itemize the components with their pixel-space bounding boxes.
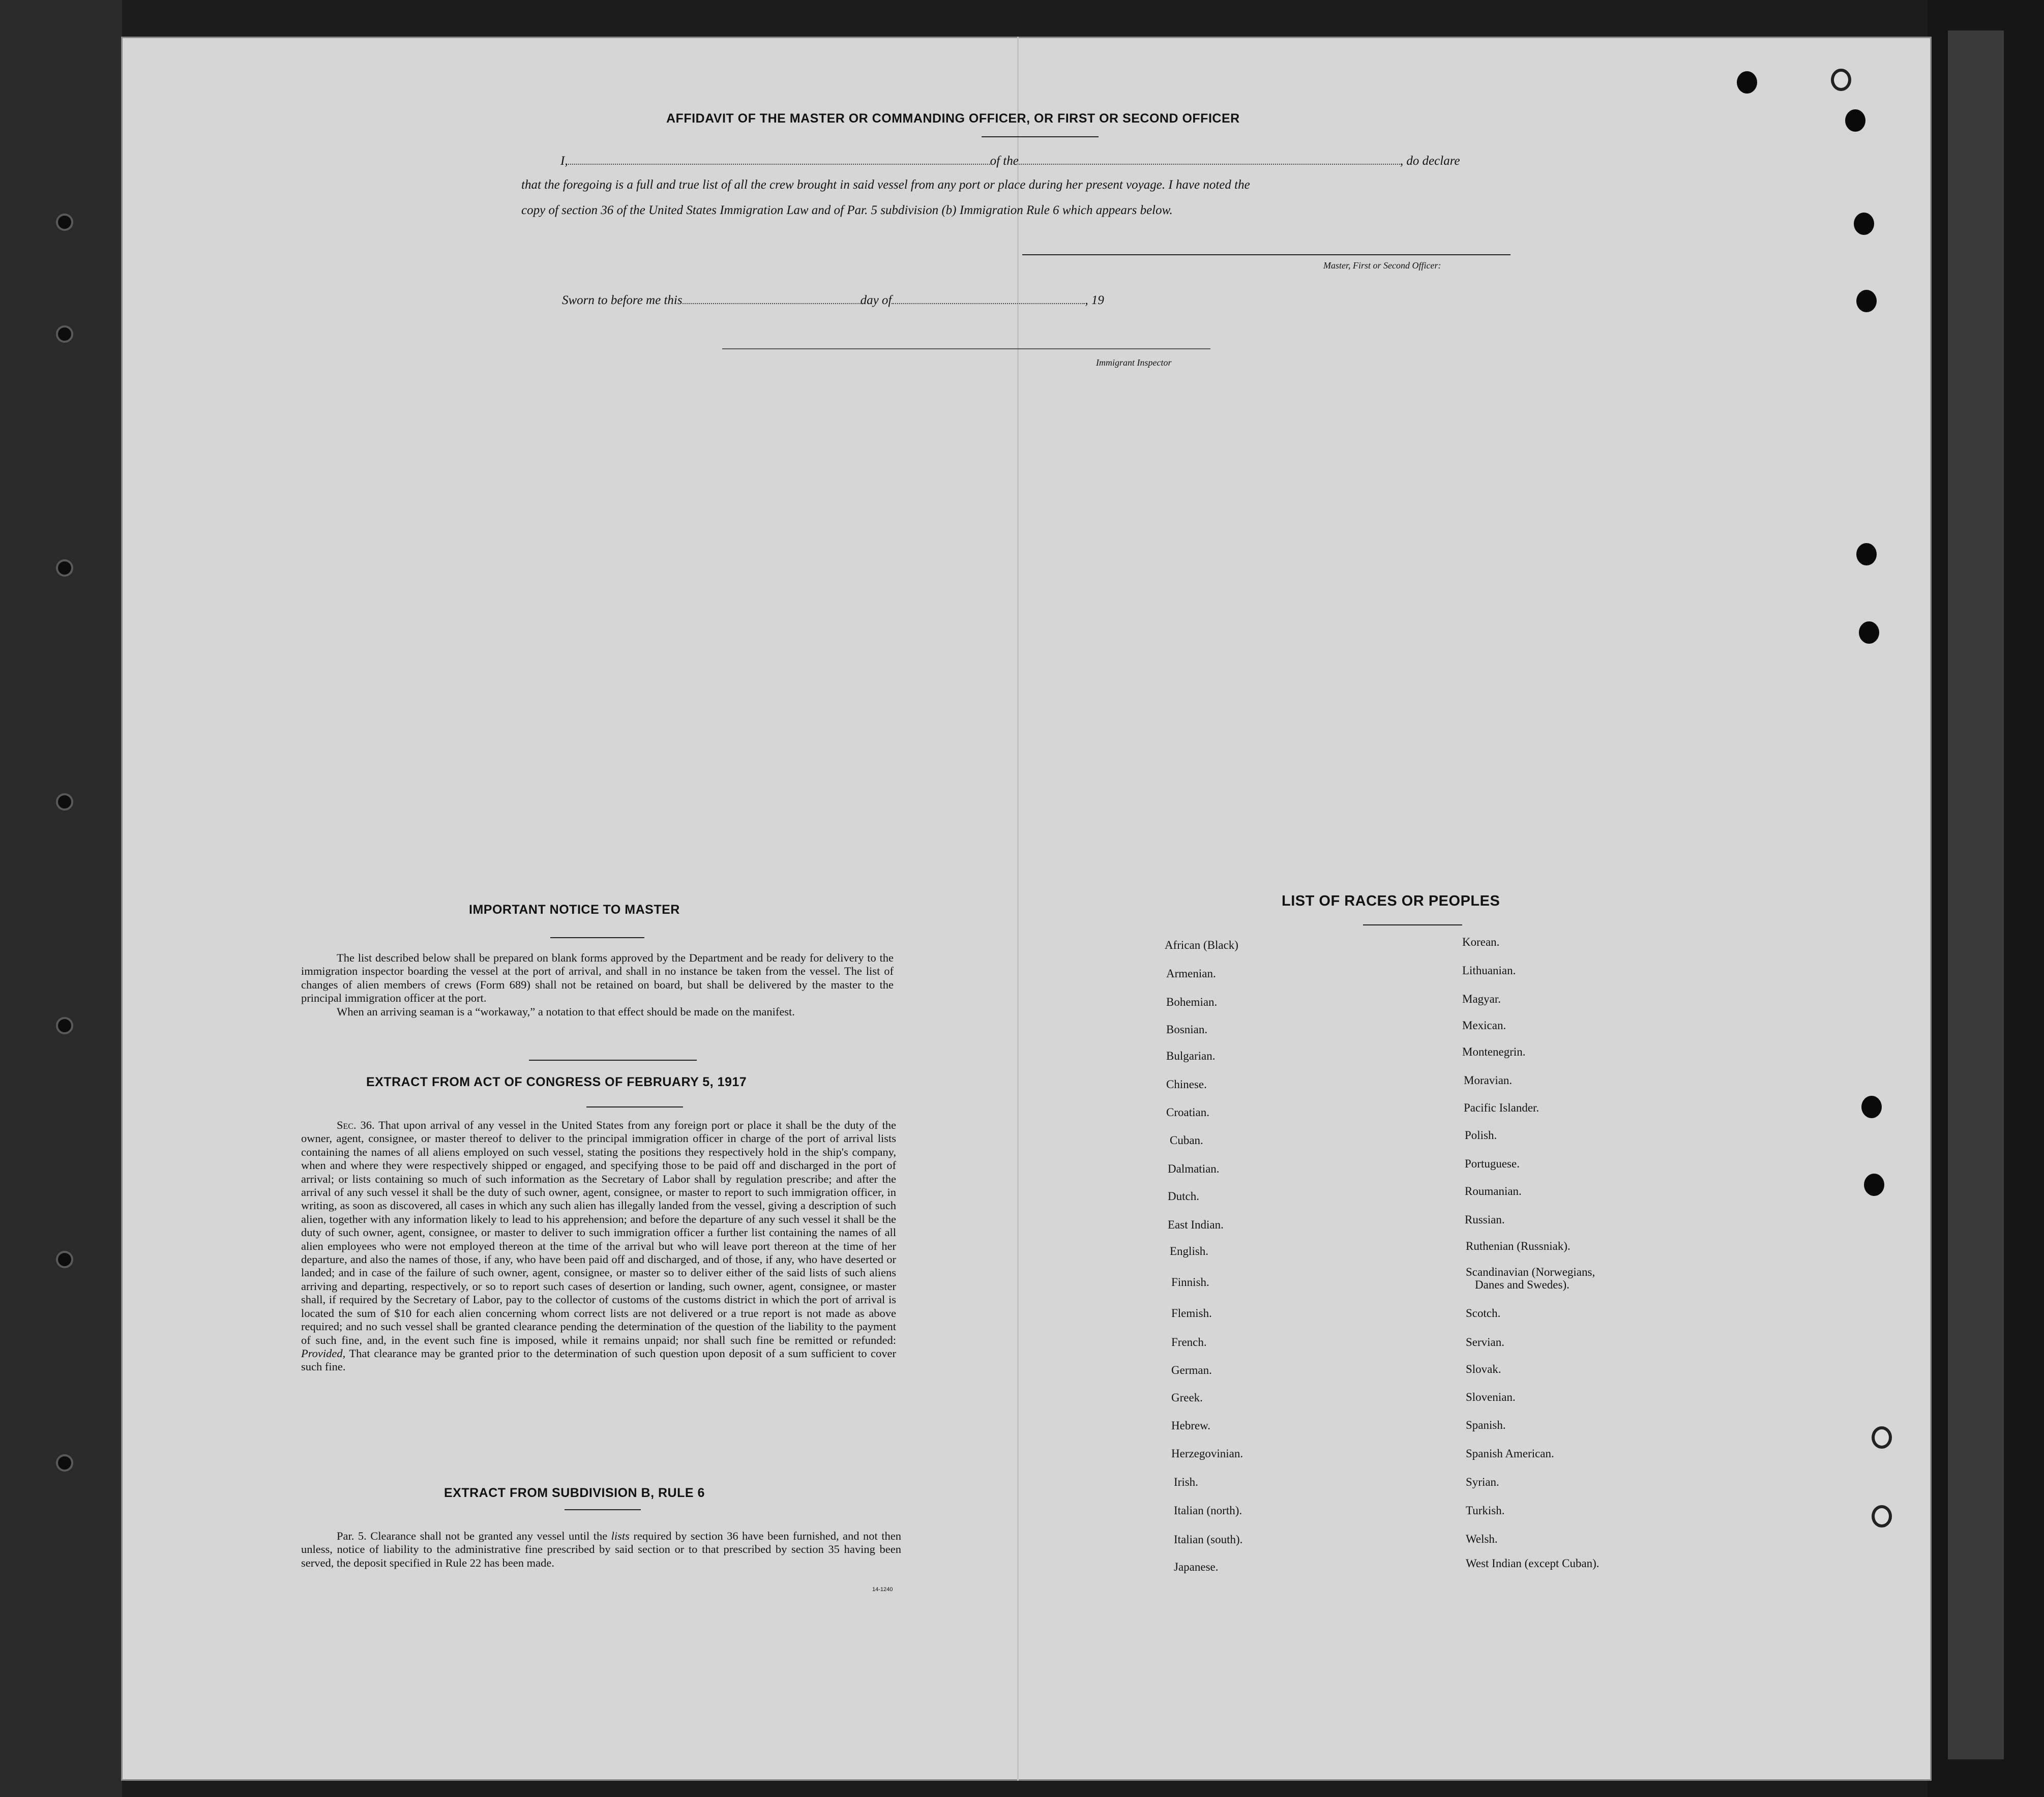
scan-background-right: [1928, 0, 2044, 1797]
race-item: Mexican.: [1462, 1019, 1506, 1032]
notice-underline: [550, 937, 644, 938]
affidavit-line2: that the foregoing is a full and true list of all the crew brought in said vessel from any port or place during her present voyage. I have noted the: [521, 178, 1250, 192]
race-item: Syrian.: [1466, 1476, 1499, 1488]
race-item: Spanish American.: [1466, 1447, 1554, 1460]
signature-line: [1022, 254, 1510, 255]
race-item: Hebrew.: [1171, 1419, 1211, 1432]
punch-hole: [1859, 621, 1879, 644]
race-item: Greek.: [1171, 1391, 1203, 1404]
race-item: West Indian (except Cuban).: [1466, 1557, 1599, 1570]
inspector-signature-line: [722, 348, 1210, 349]
race-item: Polish.: [1465, 1129, 1497, 1142]
race-item: English.: [1170, 1245, 1209, 1257]
punch-hole: [1864, 1174, 1884, 1196]
race-item: French.: [1171, 1336, 1207, 1349]
binding-hole: [56, 214, 73, 231]
race-item: Finnish.: [1171, 1276, 1209, 1289]
punch-hole: [1856, 543, 1877, 565]
race-item: Armenian.: [1166, 967, 1216, 980]
notice-divider: [529, 1060, 697, 1061]
inspector-caption: Immigrant Inspector: [1096, 357, 1172, 368]
notice-body: The list described below shall be prepared on blank forms approved by the Department and be ready for delivery to the immigration inspector boarding the vessel at the port of arrival, and shall in no instance be taken from the vessel. The list of changes of alien members of crews (Form 689) shall not be retained on board, but shall be delivered by the master to the principal immigration officer at the port. When an arriving seaman is a “workaway,” a notation to that effect should be made on the manifest.: [301, 951, 894, 1018]
affidavit-line3: copy of section 36 of the United States Immigration Law and of Par. 5 subdivision (b) Immigration Rule 6 which appears below.: [521, 203, 1173, 217]
notice-title: IMPORTANT NOTICE TO MASTER: [469, 903, 680, 917]
binding-hole: [56, 793, 73, 811]
form-number: 14-1240: [872, 1586, 893, 1593]
race-item: Turkish.: [1466, 1504, 1505, 1517]
race-item: Korean.: [1462, 936, 1500, 948]
race-item: Italian (north).: [1174, 1504, 1242, 1517]
race-item: Danes and Swedes).: [1475, 1278, 1569, 1291]
binding-hole: [56, 1017, 73, 1034]
race-item: East Indian.: [1168, 1218, 1224, 1231]
races-underline: [1363, 924, 1462, 925]
race-item: Pacific Islander.: [1464, 1101, 1539, 1114]
races-title: LIST OF RACES OR PEOPLES: [1282, 893, 1500, 909]
race-item: Irish.: [1174, 1476, 1198, 1488]
race-item: Bohemian.: [1166, 996, 1218, 1008]
race-item: Moravian.: [1464, 1074, 1513, 1087]
punch-hole: [1737, 71, 1757, 94]
race-item: African (Black): [1165, 939, 1238, 951]
extract-rule-underline: [565, 1509, 641, 1510]
race-item: Portuguese.: [1465, 1157, 1520, 1170]
race-item: Scotch.: [1466, 1307, 1501, 1320]
punch-hole: [1831, 69, 1851, 91]
punch-hole: [1856, 290, 1877, 312]
race-item: Cuban.: [1170, 1134, 1203, 1147]
extract-act-underline: [586, 1106, 683, 1107]
title-underline: [982, 136, 1099, 137]
race-item: Herzegovinian.: [1171, 1447, 1243, 1460]
race-item: Welsh.: [1466, 1533, 1498, 1545]
race-item: Dalmatian.: [1168, 1162, 1220, 1175]
punch-hole: [1845, 109, 1865, 132]
race-item: Dutch.: [1168, 1190, 1199, 1203]
race-item: Chinese.: [1166, 1078, 1207, 1091]
race-item: Japanese.: [1174, 1561, 1219, 1573]
race-item: German.: [1171, 1364, 1212, 1376]
extract-act-body: Sec. 36. That upon arrival of any vessel in the United States from any foreign port or place it shall be the duty of the owner, agent, consignee, or master thereof to deliver to the principal immigration officer in charge of the port of arrival lists containing the names of all aliens employed on such vessel, stating the positions they respectively hold in the ship's company, when and where they were respectively shipped or engaged, and specifying those to be paid off and discharged in the port of arrival; or lists containing so much of such information as the Secretary of Labor shall by regulation prescribe; and after the arrival of any such vessel it shall be the duty of such owner, agent, consignee, or master to report to such immigration officer, in writing, as soon as discovered, all cases in which any such alien has illegally landed from the vessel, giving a description of such alien, together with any information likely to lead to his apprehension; and before the departure of any such vessel it shall be the duty of such owner, agent, consignee, or master to deliver to such immigration officer a further list containing the names of all alien employees who were not employed thereon at the time of the arrival but who will leave port thereon at the time of her departure, and also the names of those, if any, who have been paid off and discharged, and of those, if any, who have deserted or landed; and in case of the failure of such owner, agent, consignee, or master so to deliver either of the said lists of such aliens arriving and departing, respectively, or so to report such cases of desertion or landing, such owner, agent, consignee, or master shall, if required by the Secretary of Labor, pay to the collector of customs of the customs district in which the port of arrival is located the sum of $10 for each alien concerning whom correct lists are not delivered or a true report is not made as above required; and no such vessel shall be granted clearance pending the determination of the question of the liability to the payment of such fine, and, in the event such fine is imposed, while it remains unpaid; nor shall such fine be remitted or refunded: Provided, That clearance may be granted prior to the determination of such question upon deposit of a sum sufficient to cover such fine.: [301, 1119, 897, 1373]
race-item: Bosnian.: [1166, 1023, 1208, 1036]
punch-hole: [1872, 1426, 1892, 1449]
scan-background-left: [0, 0, 122, 1797]
race-item: Italian (south).: [1174, 1533, 1243, 1546]
race-item: Roumanian.: [1465, 1185, 1522, 1197]
race-item: Croatian.: [1166, 1106, 1209, 1119]
affidavit-title: AFFIDAVIT OF THE MASTER OR COMMANDING OFFICER, OR FIRST OR SECOND OFFICER: [666, 111, 1240, 126]
extract-rule-body: Par. 5. Clearance shall not be granted any vessel until the lists required by section 36 have been furnished, and not then unless, notice of liability to the administrative fine prescribed by said section or to that prescribed by section 35 having been served, the deposit specified in Rule 22 has been made.: [301, 1530, 902, 1569]
race-item: Lithuanian.: [1462, 964, 1516, 977]
extract-act-title: EXTRACT FROM ACT OF CONGRESS OF FEBRUARY 5, 1917: [366, 1075, 747, 1089]
race-item: Slovenian.: [1466, 1391, 1516, 1403]
punch-hole: [1872, 1505, 1892, 1528]
binding-hole: [56, 325, 73, 343]
race-item: Magyar.: [1462, 993, 1501, 1005]
binding-hole: [56, 559, 73, 577]
extract-rule-title: EXTRACT FROM SUBDIVISION B, RULE 6: [444, 1486, 705, 1500]
punch-hole: [1861, 1096, 1882, 1118]
race-item: Montenegrin.: [1462, 1045, 1526, 1058]
binding-hole: [56, 1251, 73, 1268]
race-item: Bulgarian.: [1166, 1050, 1216, 1062]
race-item: Scandinavian (Norwegians,: [1466, 1266, 1595, 1278]
race-item: Spanish.: [1466, 1419, 1506, 1431]
signature-caption: Master, First or Second Officer:: [1323, 260, 1441, 271]
sworn-line: Sworn to before me this day of , 19: [562, 293, 1104, 307]
race-item: Servian.: [1466, 1336, 1505, 1349]
race-item: Ruthenian (Russniak).: [1466, 1240, 1571, 1252]
race-item: Flemish.: [1171, 1307, 1212, 1320]
punch-hole: [1854, 213, 1874, 235]
race-item: Russian.: [1465, 1213, 1505, 1226]
binding-hole: [56, 1454, 73, 1472]
race-item: Slovak.: [1466, 1363, 1501, 1375]
affidavit-line1: I, of the , do declare: [560, 154, 1460, 168]
